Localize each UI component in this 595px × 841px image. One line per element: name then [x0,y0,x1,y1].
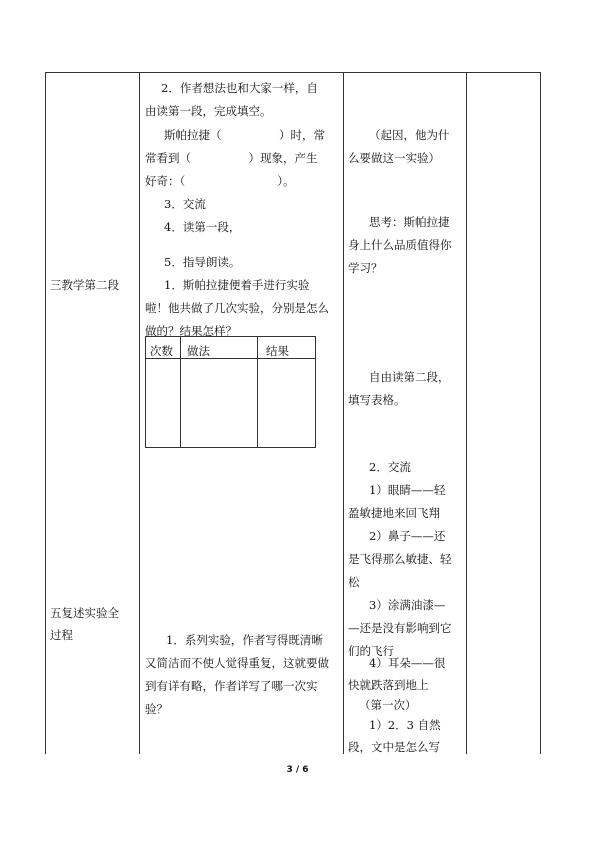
section-five-label-line1: 五复述实验全 [50,606,119,620]
step-4: 4．读第一段， [164,220,241,234]
fill-blank-line1: 斯帕拉捷（ ）时，常 [164,128,325,142]
exchange-eyes-line1: 1）眼睛——轻 [369,483,446,497]
experiment-table-header-result: 结果 [266,344,289,358]
experiment-table-header-line [146,358,315,359]
think-note-line3: 学习？ [348,261,383,275]
fill-blank-line2: 常看到（ ）现象，产生 [145,151,318,165]
series-question-line2: 又简洁而不使人觉得重复，这就要做 [145,656,329,670]
step-3: 3．交流 [164,197,206,211]
experiment-table-header-method: 做法 [187,344,210,358]
exchange-paint-line2: —还是没有影响到它 [348,621,452,635]
exchange-paint-line1: 3）涂满油漆— [369,598,446,612]
exchange-heading: 2．交流 [369,460,411,474]
experiment-table-col-divider-2 [257,337,258,447]
section-three-label: 三教学第二段 [50,278,119,292]
series-question-line4: 验？ [145,702,168,716]
exchange-ears-line2: 快就跌落到地上 [348,678,429,692]
think-note-line1: 思考：斯帕拉捷 [369,215,450,229]
read-note-line1: 自由读第二段， [369,370,450,384]
read-note-line2: 填写表格。 [348,393,406,407]
exchange-ears-line3: （第一次） [359,698,417,712]
series-question-line3: 到有详有略，作者详写了哪一次实 [145,679,318,693]
think-note-line2: 身上什么品质值得你 [348,238,452,252]
table-right-border [540,72,541,754]
step-2-line1: 2．作者想法也和大家一样，自 [161,81,318,95]
exchange-nose-line3: 松 [348,575,360,589]
exchange-paint-line3: 们的飞行 [348,644,394,658]
experiment-question-line3: 做的？结果怎样？ [145,324,237,338]
column-divider-1 [139,72,140,754]
fill-blank-line3: 好奇：（ ）。 [145,174,295,188]
column-divider-2 [343,72,344,754]
page-number: 3 / 6 [286,765,309,775]
experiment-table-col-divider-1 [180,337,181,447]
paragraph-note-line1: 1）2．3 自然 [369,718,441,732]
experiment-question-line2: 啦！他共做了几次实验，分别是怎么 [145,301,329,315]
exchange-nose-line2: 是飞得那么敏捷、轻 [348,552,452,566]
cause-note-line2: 么要做这一实验） [348,151,440,165]
table-left-border [45,72,46,754]
exchange-ears-line1: 4）耳朵——很 [369,656,446,670]
experiment-table-header-count: 次数 [150,344,173,358]
step-5: 5．指导朗读。 [164,255,241,269]
column-divider-3 [466,72,467,754]
exchange-eyes-line2: 盈敏捷地来回飞翔 [348,506,440,520]
section-five-label-line2: 过程 [50,628,73,642]
step-2-line2: 由读第一段，完成填空。 [145,104,272,118]
cause-note-line1: （起因，他为什 [369,128,450,142]
paragraph-note-line2: 段，文中是怎么写 [348,740,440,754]
exchange-nose-line1: 2）鼻子——还 [369,529,446,543]
experiment-question-line1: 1．斯帕拉捷便着手进行实验 [164,278,310,292]
series-question-line1: 1．系列实验，作者写得既清晰 [166,633,323,647]
